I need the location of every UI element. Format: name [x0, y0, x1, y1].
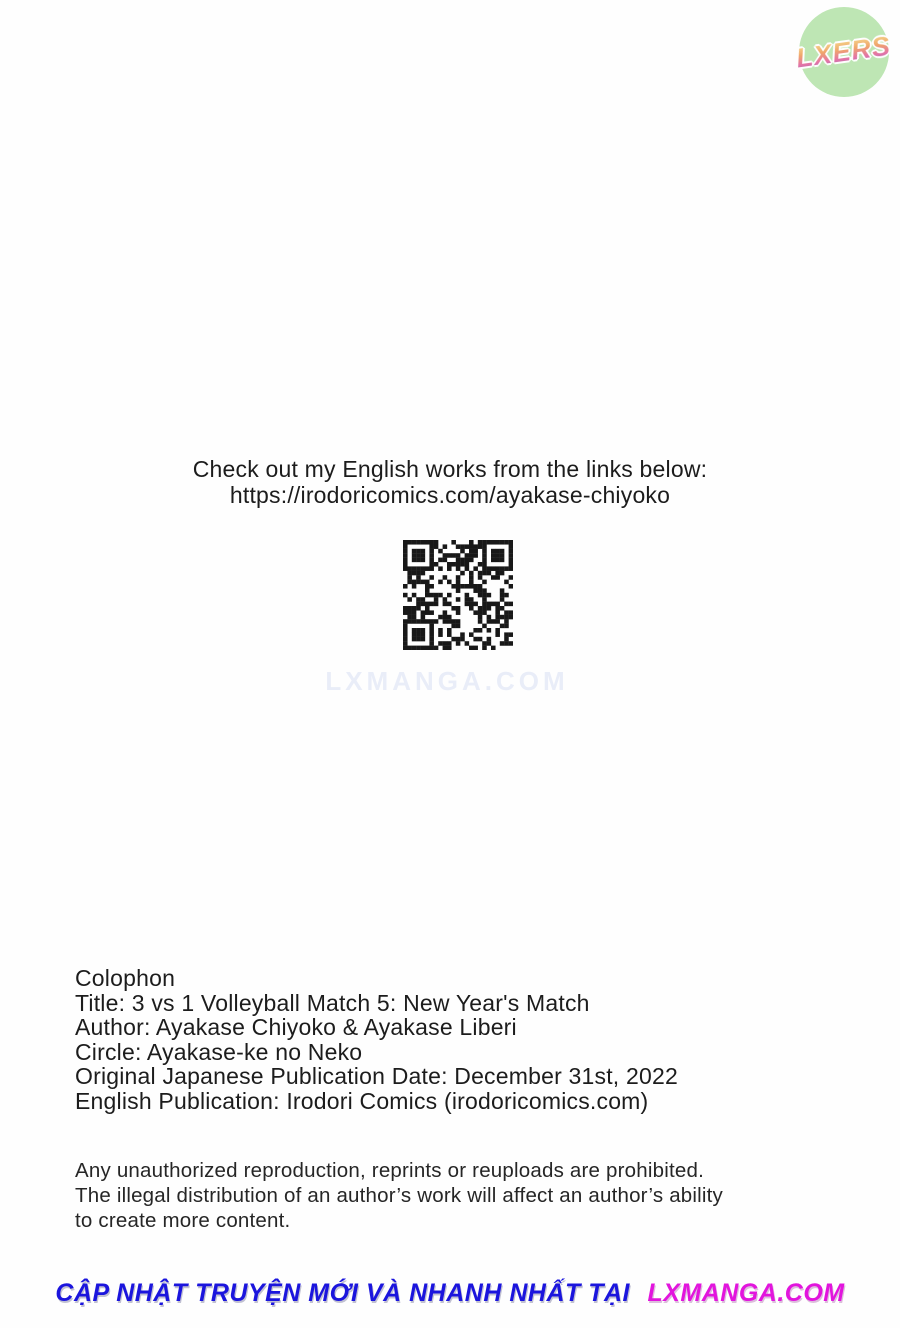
- colophon-title: Title: 3 vs 1 Volleyball Match 5: New Year's Match: [75, 989, 590, 1016]
- colophon-block: [75, 966, 678, 1114]
- promo-heading: Check out my English works from the links below:: [192, 456, 708, 482]
- site-logo: [794, 7, 894, 97]
- copyright-warning-line: to create more content.: [75, 1209, 291, 1232]
- copyright-warning-line: The illegal distribution of an author’s work will affect an author’s ability: [75, 1184, 724, 1207]
- qr-code: [403, 540, 513, 650]
- site-logo-text: LXERS: [794, 30, 894, 73]
- colophon-en-publication: English Publication: Irodori Comics (irodoricomics.com): [75, 1087, 649, 1114]
- colophon-jp-date: Original Japanese Publication Date: December 31st, 2022: [75, 1063, 678, 1090]
- footer-site-link[interactable]: LXMANGA.COM: [647, 1279, 845, 1307]
- watermark-text: LXMANGA.COM: [325, 666, 569, 696]
- copyright-warning: [75, 1158, 723, 1233]
- colophon-heading: Colophon: [75, 965, 176, 991]
- footer-banner: [0, 1279, 900, 1308]
- colophon-author: Author: Ayakase Chiyoko & Ayakase Liberi: [75, 1014, 517, 1041]
- colophon-circle: Circle: Ayakase-ke no Neko: [75, 1038, 363, 1065]
- promo-block: [0, 457, 900, 508]
- footer-message: CẬP NHẬT TRUYỆN MỚI VÀ NHANH NHẤT TẠI: [55, 1279, 630, 1307]
- author-link[interactable]: https://irodoricomics.com/ayakase-chiyoko: [229, 481, 671, 508]
- copyright-warning-line: Any unauthorized reproduction, reprints or reuploads are prohibited.: [75, 1159, 704, 1182]
